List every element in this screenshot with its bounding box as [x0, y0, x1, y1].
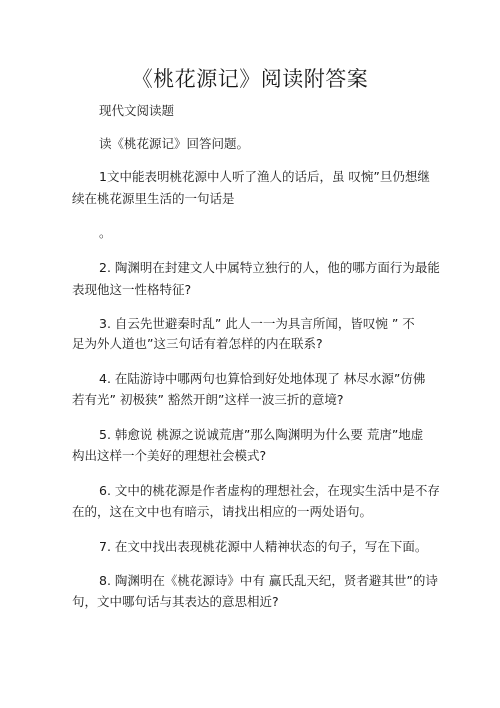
question-6-line-1: 6. 文中的桃花源是作者虚构的理想社会，在现实生活中是不存 [99, 483, 440, 498]
section-heading: 现代文阅读题 [99, 103, 175, 118]
question-1-line-1: 1文中能表明桃花源中人听了渔人的话后，虽 叹惋”旦仍想继 [99, 169, 430, 184]
question-4-line-2: 若有光” 初极狭” 豁然开朗”这样一波三折的意境? [72, 392, 344, 407]
question-8-line-1: 8. 陶渊明在《桃花源诗》中有 赢氏乱天纪，贤者避其世”的诗 [99, 573, 438, 588]
instruction-text: 读《桃花源记》回答问题。 [99, 136, 250, 151]
question-1-line-2: 续在桃花源里生活的一句话是 [72, 191, 235, 206]
document-title: 《桃花源记》阅读附答案 [131, 67, 369, 91]
question-6-line-2: 在的，这在文中也有暗示，请找出相应的一两处语句。 [72, 504, 373, 519]
question-7-line-1: 7. 在文中找出表现桃花源中人精神状态的句子，写在下面。 [99, 539, 428, 554]
question-5-line-2: 构出这样一个美好的理想社会模式? [72, 448, 267, 463]
question-3-line-2: 足为外人道也”这三句话有着怎样的内在联系? [72, 336, 323, 351]
question-2-line-2: 表现他这一性格特征? [72, 282, 192, 297]
question-2-line-1: 2. 陶渊明在封建文人中属特立独行的人，他的哪方面行为最能 [99, 260, 440, 275]
question-3-line-1: 3. 自云先世避秦时乱” 此人一一为具言所闻，皆叹惋 ” 不 [99, 316, 415, 331]
question-1-answer-blank: 。 [99, 225, 112, 240]
question-4-line-1: 4. 在陆游诗中哪两句也算恰到好处地体现了 林尽水源”仿佛 [99, 371, 426, 386]
question-5-line-1: 5. 韩愈说 桃源之说诚荒唐”那么陶渊明为什么要 荒唐”地虚 [99, 427, 424, 442]
question-8-line-2: 句，文中哪句话与其表达的意思相近? [72, 594, 279, 609]
